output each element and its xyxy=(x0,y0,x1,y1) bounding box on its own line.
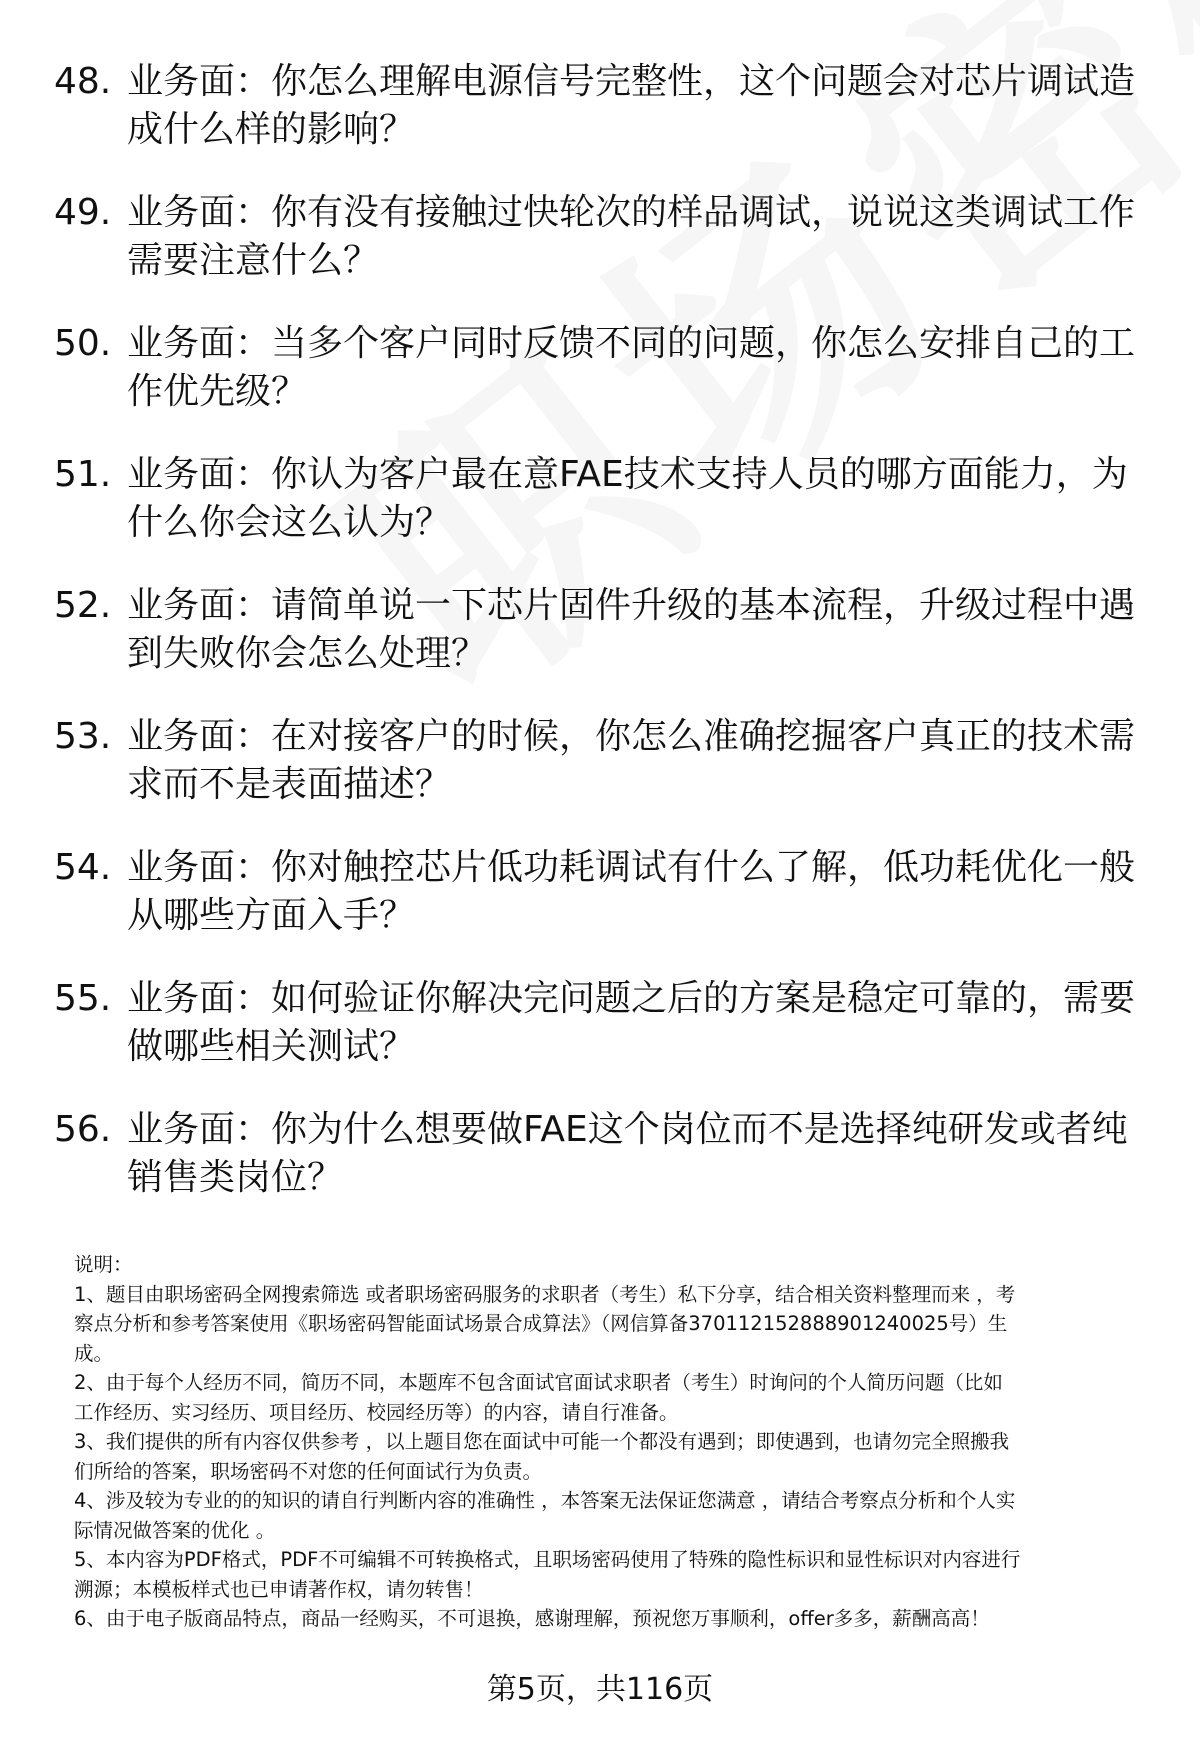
question-item xyxy=(0,451,1200,582)
notes-section xyxy=(74,1250,1164,1634)
question-line: 需要注意什么？ xyxy=(127,240,380,281)
page-number: 第5页，共116页 xyxy=(486,1672,714,1707)
notes-line: 际情况做答案的优化 。 xyxy=(74,1518,276,1542)
question-item xyxy=(0,189,1200,320)
notes-line: 4、涉及较为专业的的知识的请自行判断内容的准确性 ，本答案无法保证您满意 ，请结合考察点分析和个人实 xyxy=(74,1489,1016,1512)
question-number: 49. xyxy=(54,192,112,233)
question-line: 求而不是表面描述？ xyxy=(127,764,452,805)
question-text xyxy=(127,451,1147,547)
question-line: 业务面：当多个客户同时反馈不同的问题，你怎么安排自己的工 xyxy=(127,323,1136,364)
question-text xyxy=(127,58,1147,154)
question-text xyxy=(127,189,1147,285)
question-number: 48. xyxy=(54,61,112,102)
question-item xyxy=(0,1106,1200,1237)
notes-line: 们所给的答案，职场密码不对您的任何面试行为负责。 xyxy=(74,1459,543,1483)
question-number: 51. xyxy=(54,454,112,495)
question-line: 业务面：如何验证你解决完问题之后的方案是稳定可靠的，需要 xyxy=(127,978,1136,1019)
question-item xyxy=(0,844,1200,975)
notes-title: 说明： xyxy=(74,1253,133,1276)
question-line: 成什么样的影响？ xyxy=(127,109,416,150)
question-line: 作优先级？ xyxy=(127,371,308,412)
question-line: 销售类岗位？ xyxy=(127,1157,344,1198)
question-line: 业务面：请简单说一下芯片固件升级的基本流程，升级过程中遇 xyxy=(127,585,1136,626)
question-line: 什么你会这么认为？ xyxy=(127,502,452,543)
question-list xyxy=(0,58,1200,1237)
question-text xyxy=(127,320,1147,416)
question-item xyxy=(0,582,1200,713)
question-line: 到失败你会怎么处理？ xyxy=(127,633,488,674)
question-number: 56. xyxy=(54,1109,112,1150)
question-line: 业务面：你对触控芯片低功耗调试有什么了解，低功耗优化一般 xyxy=(127,847,1136,888)
question-line: 业务面：你认为客户最在意FAE技术支持人员的哪方面能力，为 xyxy=(127,454,1128,495)
question-item xyxy=(0,58,1200,189)
question-line: 从哪些方面入手？ xyxy=(127,895,416,936)
question-item xyxy=(0,713,1200,844)
notes-line: 1、题目由职场密码全网搜索筛选 或者职场密码服务的求职者（考生）私下分享，结合相关资料整理而来 ，考 xyxy=(74,1282,1016,1306)
question-item xyxy=(0,975,1200,1106)
question-line: 业务面：你怎么理解电源信号完整性，这个问题会对芯片调试造 xyxy=(127,61,1136,102)
question-line: 业务面：你为什么想要做FAE这个岗位而不是选择纯研发或者纯 xyxy=(127,1109,1128,1150)
question-line: 做哪些相关测试？ xyxy=(127,1026,416,1067)
question-text xyxy=(127,1106,1147,1202)
page-footer xyxy=(0,1670,1200,1710)
question-line: 业务面：你有没有接触过快轮次的样品调试，说说这类调试工作 xyxy=(127,192,1136,233)
question-line: 业务面：在对接客户的时候，你怎么准确挖掘客户真正的技术需 xyxy=(127,716,1136,757)
notes-line: 溯源；本模板样式也已申请著作权，请勿转售！ xyxy=(74,1577,484,1601)
question-number: 54. xyxy=(54,847,112,888)
question-text xyxy=(127,844,1147,940)
question-item xyxy=(0,320,1200,451)
notes-line: 成。 xyxy=(74,1341,114,1365)
notes-line: 6、由于电子版商品特点，商品一经购买，不可退换，感谢理解，预祝您万事顺利，offer多多，薪酬高高！ xyxy=(74,1607,990,1630)
notes-line: 察点分析和参考答案使用《职场密码智能面试场景合成算法》（网信算备370112152888901240025号）生 xyxy=(74,1312,1008,1335)
question-number: 52. xyxy=(54,585,112,626)
notes-line: 3、我们提供的所有内容仅供参考 ，以上题目您在面试中可能一个都没有遇到；即使遇到，也请勿完全照搬我 xyxy=(74,1430,1010,1453)
notes-line: 2、由于每个人经历不同，简历不同，本题库不包含面试官面试求职者（考生）时询问的个人简历问题（比如 xyxy=(74,1371,1003,1394)
question-number: 53. xyxy=(54,716,112,757)
question-text xyxy=(127,713,1147,809)
question-number: 50. xyxy=(54,323,112,364)
question-text xyxy=(127,975,1147,1071)
notes-line: 5、本内容为PDF格式，PDF不可编辑不可转换格式，且职场密码使用了特殊的隐性标识和显性标识对内容进行 xyxy=(74,1548,1021,1571)
notes-line: 工作经历、实习经历、项目经历、校园经历等）的内容，请自行准备。 xyxy=(74,1400,679,1424)
question-text xyxy=(127,582,1147,678)
question-number: 55. xyxy=(54,978,112,1019)
